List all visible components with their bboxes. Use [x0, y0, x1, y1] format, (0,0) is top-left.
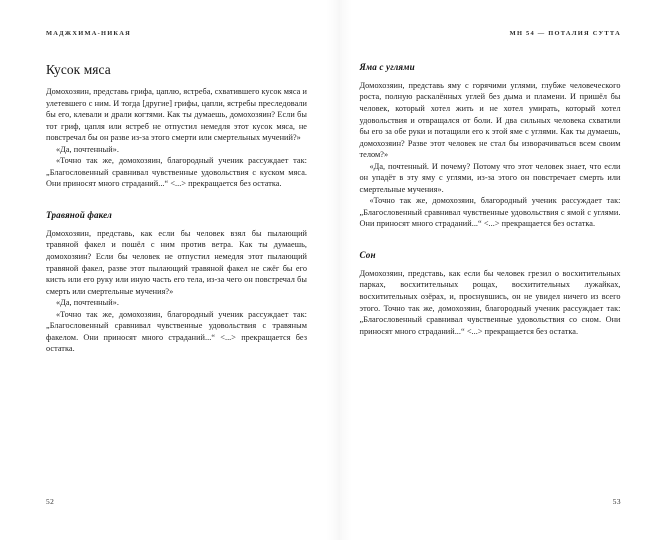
paragraph: «Точно так же, домохозяин, благородный ученик рассуждает так: „Благословенный сравнивал чувственные удовольствия с травяным факелом. Они приносят много страданий...“ <...> прекращается без остатка. [46, 309, 307, 354]
page-number-left: 52 [46, 497, 55, 506]
paragraph: Домохозяин, представь яму с горячими углями, глубже человеческого роста, полную раскалённых углей без дыма и пламени. И пришёл бы человек, который хотел жить и не хотел умирать, который хотел удовольствия и отвращался от боли. И два сильных человека схватили бы его за обе руки и потащили его к этой яме с углями. Как ты думаешь, домохозяин? Разве этот человек не стал бы изворачиваться всем своим телом?» [359, 80, 621, 160]
section-heading-yama-s-uglyami: Яма с углями [359, 62, 415, 72]
paragraph: Домохозяин, представь, как если бы человек грезил о восхитительных парках, восхитительных рощах, восхитительных лужайках, восхитительных озёрах, и, проснувшись, он не увидел ничего из всего этого. Точно так же, домохозяин, благородный ученик рассуждает так: „Благословенный сравнивал чувственные удовольствия со сном. Они приносят много страданий...“ <...> прекращается без остатка. [359, 268, 621, 336]
section-heading-kusok-myasa: Кусок мяса [46, 62, 111, 77]
paragraph: Домохозяин, представь грифа, цаплю, ястреба, схватившего кусок мяса и улетевшего с ним. И тогда [другие] грифы, цапли, ястребы преследовали бы его, клевали и драли когтями. Как ты думаешь, домохозяин? Если бы тот гриф, цапля или ястреб не отпустил немедля этот кусок мяса, не повстречал бы он разве из-за этого смерти или смертельных мучений?» [46, 87, 307, 143]
paragraph: Домохозяин, представь, как если бы человек взял бы пылающий травяной факел и пошёл с ним против ветра. Как ты думаешь, домохозяин? Если бы человек не отпустил немедля этот пылающий травяной факел, разве этот пылающий травяной факел не сжёг бы его кисть или его руку или иную часть его тела, из-за чего он повстречал бы смерть или смертельные мучения?» [46, 228, 307, 296]
section-heading-travyanoy-fakel: Травяной факел [46, 210, 112, 220]
paragraph: «Да, почтенный». [56, 298, 119, 308]
paragraph: «Да, почтенный. И почему? Потому что этот человек знает, что если он упадёт в эту яму с углями, из-за этого он повстречает смерть или смертельные мучения». [359, 161, 621, 194]
running-head-left: МАДЖХИМА-НИКАЯ [46, 30, 132, 37]
paragraph: «Точно так же, домохозяин, благородный ученик рассуждает так: „Благословенный сравнивал чувственные удовольствия с ямой с углями. Они приносят много страданий...“ <...> прекращается без остатка. [359, 196, 621, 229]
page-number-right: 53 [612, 497, 621, 506]
paragraph: «Точно так же, домохозяин, благородный ученик рассуждает так: „Благословенный сравнивал чувственные удовольствия с куском мяса. Они приносят много страданий...“ <...> прекращается без остатка. [46, 156, 307, 189]
text-column-left [46, 62, 307, 355]
page-right [334, 0, 667, 540]
text-column-right [360, 62, 621, 337]
section-heading-son: Сон [359, 250, 376, 261]
running-head-right: МН 54 — ПОТАЛИЯ СУТТА [509, 30, 621, 37]
paragraph: «Да, почтенный». [56, 144, 119, 154]
